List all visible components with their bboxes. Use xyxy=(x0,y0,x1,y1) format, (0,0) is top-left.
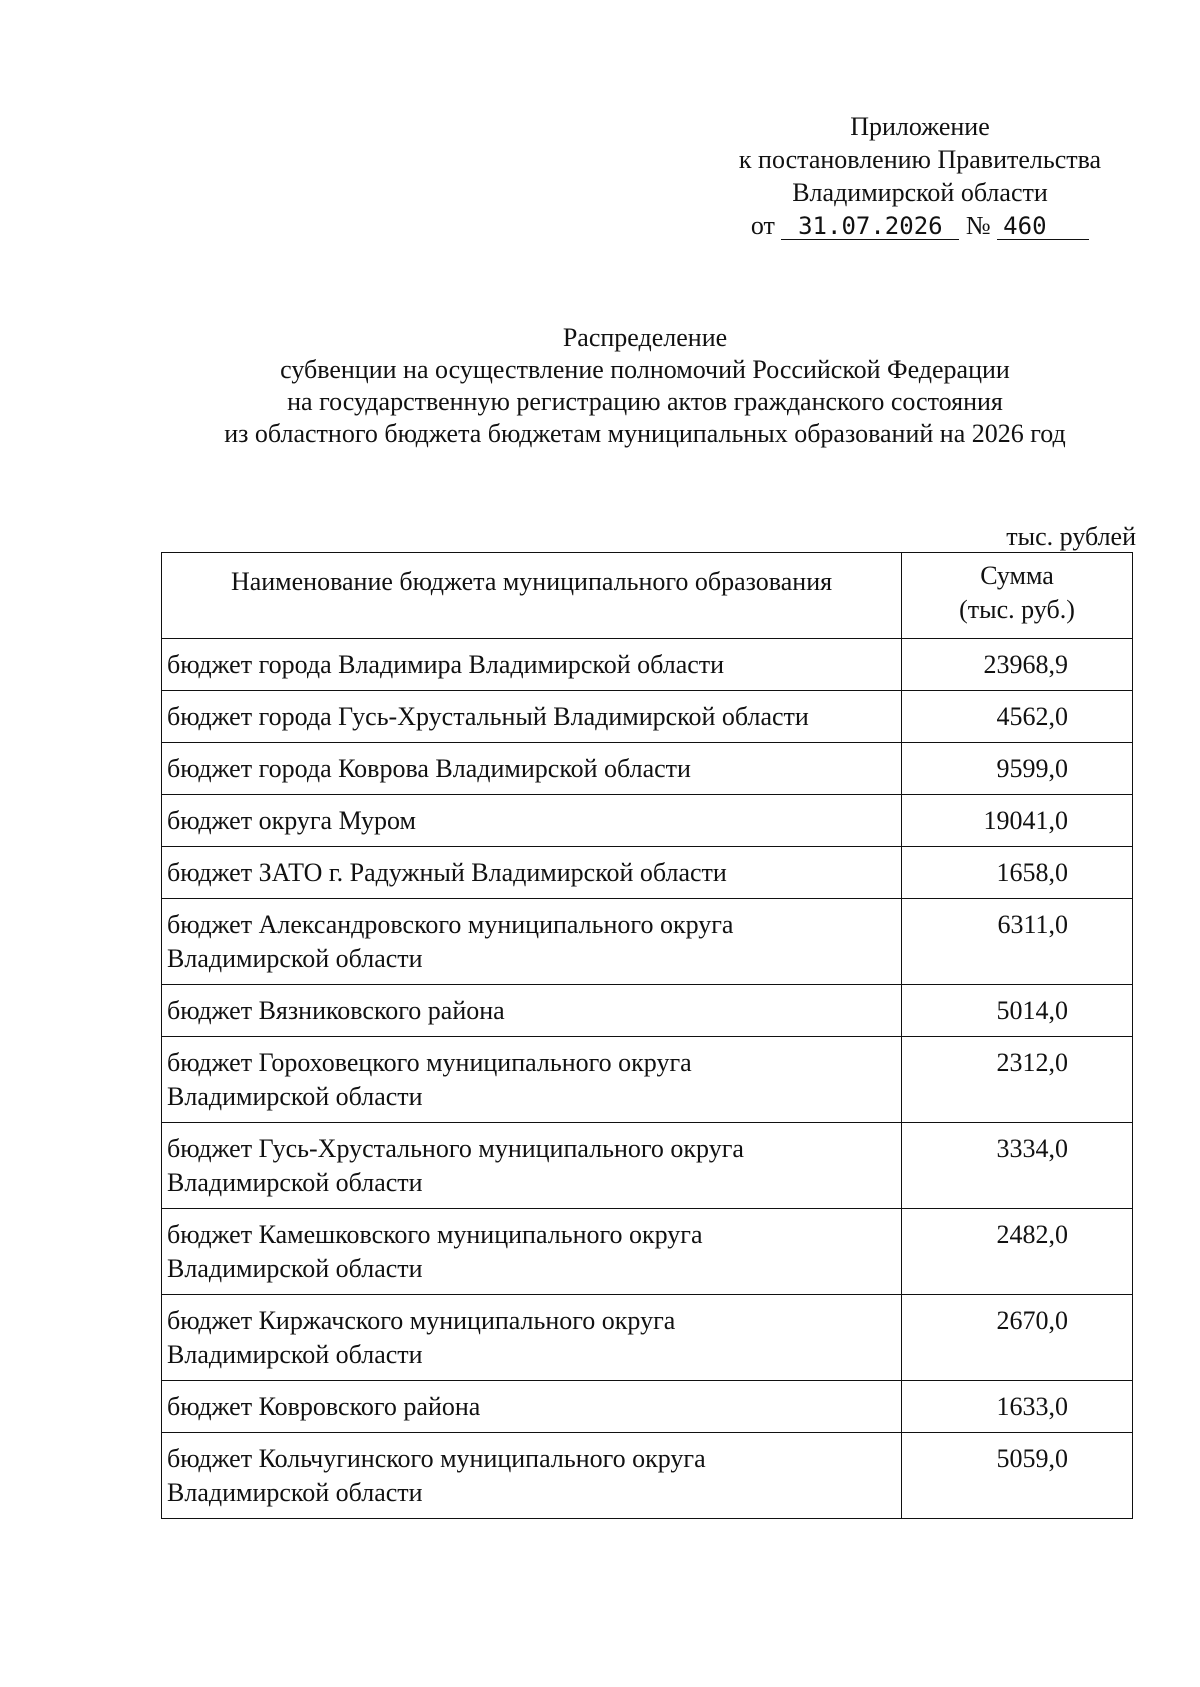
table-row xyxy=(162,1037,1133,1123)
table-row xyxy=(162,1209,1133,1295)
document-reference xyxy=(700,209,1140,242)
table-row xyxy=(162,1123,1133,1209)
row-name: бюджет города Владимира Владимирской области xyxy=(162,639,902,691)
row-sum: 3334,0 xyxy=(902,1123,1133,1209)
row-sum: 1633,0 xyxy=(902,1381,1133,1433)
document-number: 460 xyxy=(997,213,1089,240)
row-sum: 2312,0 xyxy=(902,1037,1133,1123)
header-sum xyxy=(902,553,1133,639)
row-name xyxy=(162,1209,902,1295)
heading-title: Распределение xyxy=(562,323,728,352)
row-sum: 2482,0 xyxy=(902,1209,1133,1295)
row-name-line2: Владимирской области xyxy=(167,1340,423,1369)
row-name xyxy=(162,899,902,985)
document-date: 31.07.2026 xyxy=(781,213,959,240)
row-name-line2: Владимирской области xyxy=(167,1478,423,1507)
row-name xyxy=(162,1433,902,1519)
document-heading xyxy=(150,322,1140,450)
row-sum: 2670,0 xyxy=(902,1295,1133,1381)
table-row xyxy=(162,899,1133,985)
row-name xyxy=(162,1295,902,1381)
table-row xyxy=(162,847,1133,899)
table-row xyxy=(162,639,1133,691)
row-sum: 19041,0 xyxy=(902,795,1133,847)
row-sum: 5014,0 xyxy=(902,985,1133,1037)
row-name-line1: бюджет Гороховецкого муниципального округа xyxy=(167,1048,692,1077)
row-sum: 9599,0 xyxy=(902,743,1133,795)
table-row xyxy=(162,743,1133,795)
row-name-line1: бюджет Александровского муниципального округа xyxy=(167,910,734,939)
table-row xyxy=(162,1381,1133,1433)
row-name-line2: Владимирской области xyxy=(167,1082,423,1111)
row-name: бюджет города Коврова Владимирской области xyxy=(162,743,902,795)
row-name: бюджет Ковровского района xyxy=(162,1381,902,1433)
header-name: Наименование бюджета муниципального образования xyxy=(162,553,902,639)
heading-line-2: субвенции на осуществление полномочий Российской Федерации xyxy=(280,355,1010,384)
allocation-table xyxy=(161,552,1133,1519)
row-name-line2: Владимирской области xyxy=(167,944,423,973)
row-sum: 1658,0 xyxy=(902,847,1133,899)
heading-line-3: на государственную регистрацию актов гражданского состояния xyxy=(287,387,1003,416)
row-sum: 6311,0 xyxy=(902,899,1133,985)
row-name-line1: бюджет Камешковского муниципального округа xyxy=(167,1220,703,1249)
row-name-line1: бюджет Кольчугинского муниципального округа xyxy=(167,1444,706,1473)
heading-line-4: из областного бюджета бюджетам муниципальных образований на 2026 год xyxy=(224,419,1066,448)
row-name-line2: Владимирской области xyxy=(167,1254,423,1283)
date-prefix: от xyxy=(750,211,775,240)
row-name: бюджет округа Муром xyxy=(162,795,902,847)
table-header-row xyxy=(162,553,1133,639)
row-name xyxy=(162,1037,902,1123)
row-name xyxy=(162,1123,902,1209)
appendix-region-label: Владимирской области xyxy=(792,178,1048,207)
row-name-line1: бюджет Гусь-Хрустального муниципального округа xyxy=(167,1134,744,1163)
row-name: бюджет города Гусь-Хрустальный Владимирской области xyxy=(162,691,902,743)
row-sum: 23968,9 xyxy=(902,639,1133,691)
appendix-resolution-label: к постановлению Правительства xyxy=(738,145,1102,174)
appendix-block xyxy=(700,110,1140,242)
table-row xyxy=(162,795,1133,847)
units-label: тыс. рублей xyxy=(1006,522,1136,551)
header-sum-line2: (тыс. руб.) xyxy=(959,595,1075,624)
header-sum-line1: Сумма xyxy=(980,561,1054,590)
table-row xyxy=(162,691,1133,743)
row-sum: 5059,0 xyxy=(902,1433,1133,1519)
table-row xyxy=(162,985,1133,1037)
row-name: бюджет ЗАТО г. Радужный Владимирской области xyxy=(162,847,902,899)
number-prefix: № xyxy=(965,211,991,240)
table-row xyxy=(162,1295,1133,1381)
row-name-line2: Владимирской области xyxy=(167,1168,423,1197)
row-name: бюджет Вязниковского района xyxy=(162,985,902,1037)
appendix-title: Приложение xyxy=(850,112,990,141)
row-name-line1: бюджет Киржачского муниципального округа xyxy=(167,1306,676,1335)
table-row xyxy=(162,1433,1133,1519)
row-sum: 4562,0 xyxy=(902,691,1133,743)
